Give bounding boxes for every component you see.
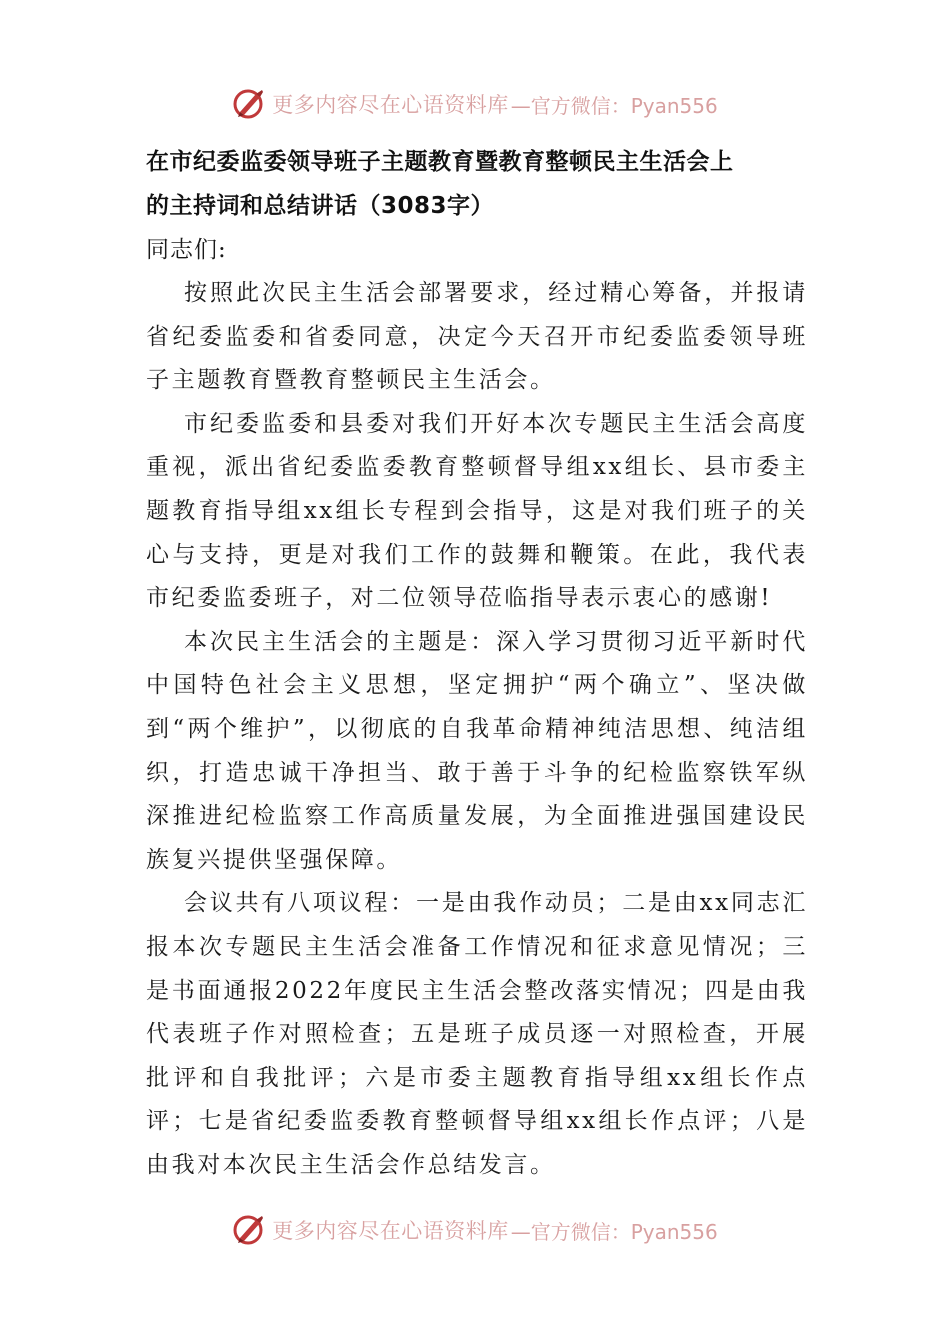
document-title-line-1: 在市纪委监委领导班子主题教育暨教育整顿民主生活会上 (146, 149, 734, 175)
paragraph-1: 按照此次民主生活会部署要求，经过精心筹备，并报请省纪委监委和省委同意，决定今天召开市纪委监委领导班子主题教育暨教育整顿民主生活会。 (146, 280, 808, 394)
watermark-slogan: 更多内容尽在心语资料库 (272, 93, 509, 117)
document-body (146, 140, 808, 1187)
pen-logo-icon (232, 1212, 268, 1248)
watermark-contact: —官方微信：Pyan556 (510, 93, 718, 118)
watermark-slogan: 更多内容尽在心语资料库 (272, 1219, 509, 1243)
paragraph-2: 市纪委监委和县委对我们开好本次专题民主生活会高度重视，派出省纪委监委教育整顿督导组xx组长、县市委主题教育指导组xx组长专程到会指导，这是对我们班子的关心与支持，更是对我们工作的鼓舞和鞭策。在此，我代表市纪委监委班子，对二位领导莅临指导表示衷心的感谢! (146, 410, 808, 612)
pen-logo-icon (232, 86, 268, 122)
footer-watermark (0, 1208, 950, 1252)
document-title-line-2: 的主持词和总结讲话（3083字） (146, 193, 495, 219)
header-watermark (0, 82, 950, 126)
salutation: 同志们: (146, 237, 227, 263)
paragraph-3: 本次民主生活会的主题是：深入学习贯彻习近平新时代中国特色社会主义思想，坚定拥护“两个确立”、坚决做到“两个维护”，以彻底的自我革命精神纯洁思想、纯洁组织，打造忠诚干净担当、敢于善于斗争的纪检监察铁军纵深推进纪检监察工作高质量发展，为全面推进强国建设民族复兴提供坚强保障。 (146, 628, 808, 873)
paragraph-4: 会议共有八项议程：一是由我作动员；二是由xx同志汇报本次专题民主生活会准备工作情况和征求意见情况；三是书面通报2022年度民主生活会整改落实情况；四是由我代表班子作对照检查；五是班子成员逐一对照检查，开展批评和自我批评；六是市委主题教育指导组xx组长作点评；七是省纪委监委教育整顿督导组xx组长作点评；八是由我对本次民主生活会作总结发言。 (146, 890, 808, 1178)
watermark-contact: —官方微信：Pyan556 (510, 1219, 718, 1244)
